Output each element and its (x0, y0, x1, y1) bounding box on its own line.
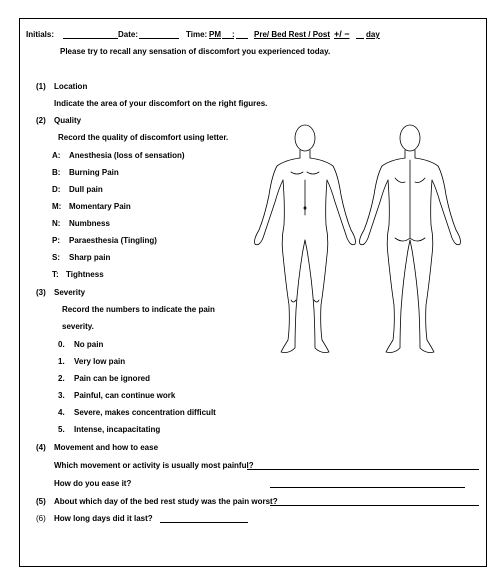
location-title: Location (54, 82, 88, 91)
severity-key: 3. (58, 391, 65, 400)
severity-label: Pain can be ignored (74, 374, 151, 383)
time-label: Time: (186, 30, 208, 39)
severity-key: 2. (58, 374, 65, 383)
time-colon: : (232, 30, 235, 39)
day-label: day (366, 30, 380, 39)
back-body-figure (360, 125, 461, 353)
quality-key: B: (52, 168, 61, 177)
quality-instruction: Record the quality of discomfort using letter. (58, 133, 229, 142)
severity-label: Painful, can continue work (74, 391, 176, 400)
movement-question-ease: How do you ease it? (54, 479, 132, 488)
quality-key: D: (52, 185, 61, 194)
time-minute-field[interactable] (236, 38, 248, 39)
quality-label: Anesthesia (loss of sensation) (69, 151, 185, 160)
plus-minus-label: +/ − (334, 29, 350, 39)
severity-number: (3) (36, 288, 46, 297)
body-diagram[interactable] (245, 120, 475, 365)
front-body-figure (255, 125, 356, 353)
quality-label: Dull pain (69, 185, 103, 194)
movement-answer-field[interactable] (247, 469, 479, 470)
movement-number: (4) (36, 443, 46, 452)
quality-label: Burning Pain (69, 168, 119, 177)
quality-key: S: (52, 253, 60, 262)
severity-instruction: Record the numbers to indicate the pain (62, 305, 215, 314)
duration-number: (6) (36, 514, 46, 523)
date-field[interactable] (139, 38, 179, 39)
severity-key: 0. (58, 340, 65, 349)
duration-question: How long days did it last? (54, 514, 153, 523)
quality-number: (2) (36, 116, 46, 125)
severity-label: Very low pain (74, 357, 126, 366)
quality-label: Momentary Pain (69, 202, 131, 211)
instruction-text: Please try to recall any sensation of discomfort you experienced today. (60, 47, 331, 56)
initials-field[interactable] (63, 38, 118, 39)
worst-day-number: (5) (36, 497, 46, 506)
severity-title: Severity (54, 288, 86, 297)
worst-day-question: About which day of the bed rest study was the pain worst? (54, 497, 278, 506)
quality-label: Paraesthesia (Tingling) (69, 236, 157, 245)
duration-answer-field[interactable] (160, 522, 248, 523)
severity-key: 1. (58, 357, 65, 366)
movement-title: Movement and how to ease (54, 443, 159, 452)
quality-key: N: (52, 219, 61, 228)
worst-day-answer-field[interactable] (270, 505, 479, 506)
quality-label: Sharp pain (69, 253, 111, 262)
severity-key: 4. (58, 408, 65, 417)
severity-instruction: severity. (62, 322, 94, 331)
date-label: Date: (118, 30, 139, 39)
movement-question-painful: Which movement or activity is usually most painful? (54, 461, 254, 470)
quality-key: T: (52, 270, 59, 279)
quality-label: Numbness (69, 219, 110, 228)
day-number-field[interactable] (356, 38, 364, 39)
pm-label: PM (209, 30, 221, 39)
quality-key: A: (52, 151, 61, 160)
initials-label: Initials: (26, 30, 55, 39)
quality-key: M: (52, 202, 62, 211)
severity-label: Intense, incapacitating (74, 425, 161, 434)
location-instruction: Indicate the area of your discomfort on the right figures. (54, 99, 268, 108)
quality-title: Quality (54, 116, 82, 125)
quality-label: Tightness (66, 270, 104, 279)
severity-label: No pain (74, 340, 104, 349)
severity-label: Severe, makes concentration difficult (74, 408, 216, 417)
ease-answer-field[interactable] (270, 487, 465, 488)
severity-key: 5. (58, 425, 65, 434)
bed-rest-label: Pre/ Bed Rest / Post (254, 30, 331, 39)
location-number: (1) (36, 82, 46, 91)
quality-key: P: (52, 236, 60, 245)
